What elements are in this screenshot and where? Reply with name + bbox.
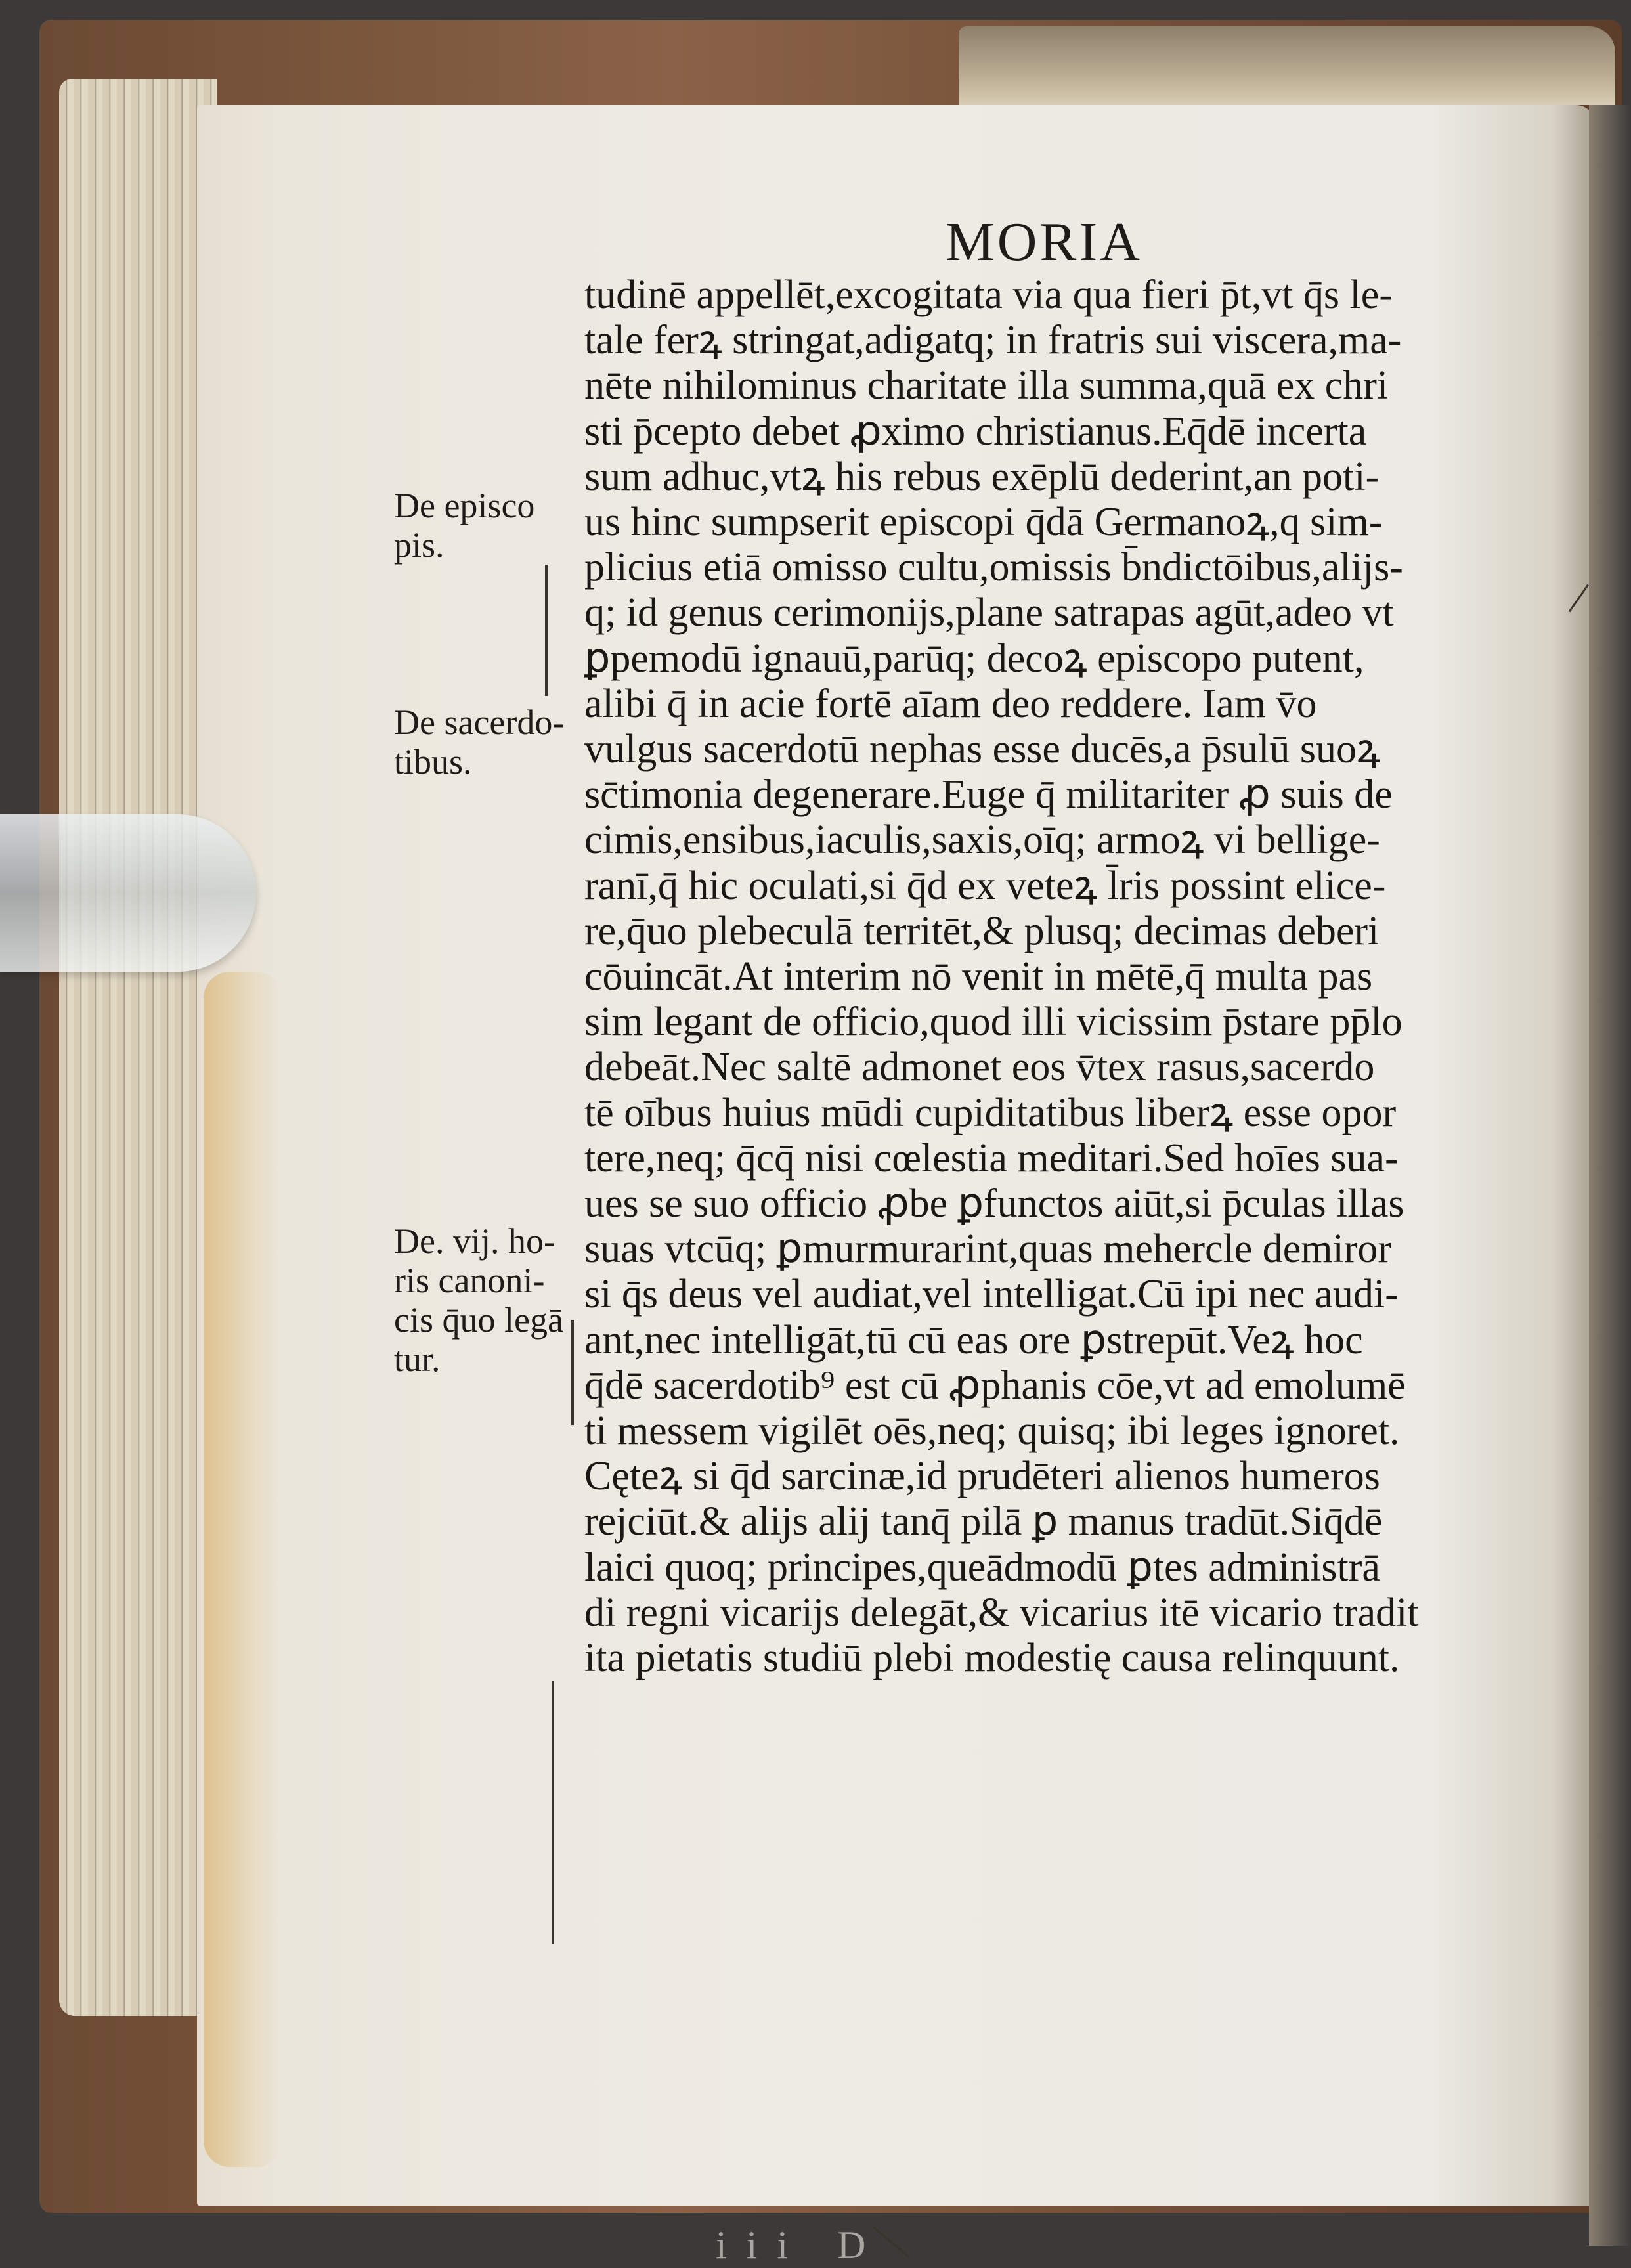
signature-mark: iii D xyxy=(716,2223,886,2267)
text-line: debeāt.Nec saltē admonet eos v̄tex rasus,sacerdo xyxy=(584,1045,1375,1090)
text-line: suas vtcūq; ꝑmurmurarint,quas mehercle demiror xyxy=(584,1227,1392,1272)
page-clip xyxy=(0,814,256,972)
text-line: plicius etiā omisso cultu,omissis b̄ndictōibus,alijs- xyxy=(584,545,1403,590)
margin-note-line: tibus. xyxy=(394,742,472,781)
text-line: ꝑpemodū ignauū,parūq; decoꝝ episcopo putent, xyxy=(584,636,1364,681)
margin-note-line: ris canoni- xyxy=(394,1261,545,1300)
text-line: ita pietatis studiū plebi modestię causa relinquunt. xyxy=(584,1636,1400,1681)
book-spine-top xyxy=(959,26,1615,105)
text-line: sti p̄cepto debet ꝓximo christianus.Eq̄dē incerta xyxy=(584,408,1367,454)
text-line: sum adhuc,vtꝝ his rebus exēplū dederint,an poti- xyxy=(584,454,1380,499)
text-line: tale ferꝝ stringat,adigatq; in fratris sui viscera,ma- xyxy=(584,318,1402,363)
text-line: alibi q̄ in acie fortē aīam deo reddere. Iam v̄o xyxy=(584,681,1317,726)
text-line: sc̄timonia degenerare.Euge q̄ militariter ꝓ suis de xyxy=(584,772,1393,818)
text-line: q; id genus cerimonijs,plane satrapas agūt,adeo vt xyxy=(584,590,1394,636)
gutter-shadow xyxy=(1589,105,1631,2246)
margin-bracket xyxy=(571,1320,574,1425)
text-line: tē oībus huius mūdi cupiditatibus liberꝝ esse opor xyxy=(584,1090,1397,1135)
text-line: re,q̄uo plebeculā territēt,& plusq; decimas deberi xyxy=(584,908,1380,953)
text-line: si q̄s deus vel audiat,vel intelligat.Cū ipi nec audi- xyxy=(584,1272,1399,1317)
text-line: tudinē appellēt,excogitata via qua fieri p̄t,vt q̄s le- xyxy=(584,273,1393,317)
text-line: rejciūt.& alijs alij tanq̄ pilā ꝑ manus tradūt.Siq̄dē xyxy=(584,1499,1383,1544)
page-edges xyxy=(59,79,217,2016)
text-line: ti messem vigilēt oēs,neq; quisq; ibi leges ignoret. xyxy=(584,1408,1400,1454)
text-line: us hinc sumpserit episcopi q̄dā Germanoꝝ,q sim- xyxy=(584,500,1383,545)
text-line: cōuincāt.At interim nō venit in mētē,q̄ multa pas xyxy=(584,954,1373,999)
text-line: cimis,ensibus,iaculis,saxis,oīq; armoꝝ vi bellige- xyxy=(584,818,1380,863)
text-line: q̄dē sacerdotib⁹ est cū ꝓphanis cōe,vt ad emolumē xyxy=(584,1363,1406,1408)
text-line: nēte nihilominus charitate illa summa,quā ex chri xyxy=(584,363,1389,408)
text-line: ranī,q̄ hic oculati,si q̄d ex veteꝝ l̄ris possint elice- xyxy=(584,863,1386,908)
margin-note-de-episcopis xyxy=(394,486,534,565)
margin-note-de-sacerdotibus xyxy=(394,703,564,781)
margin-note-de-vii-horis xyxy=(394,1221,563,1379)
text-line: laici quoq; principes,queādmodū ꝑtes administrā xyxy=(584,1544,1380,1590)
text-line: vulgus sacerdotū nephas esse ducēs,a p̄sulū suoꝝ xyxy=(584,727,1380,772)
body-text-block xyxy=(584,273,1490,1681)
water-stain xyxy=(204,972,282,2167)
margin-note-line: tur. xyxy=(394,1340,441,1379)
margin-note-line: De episco xyxy=(394,486,535,525)
text-line: sim legant de officio,quod illi vicissim p̄stare pp̄lo xyxy=(584,999,1403,1045)
margin-note-line: De. vij. ho- xyxy=(394,1221,555,1261)
margin-note-line: cis q̄uo legā xyxy=(394,1300,563,1340)
running-head: MORIA xyxy=(946,211,1143,273)
text-line: ues se suo officio ꝓbe ꝑfunctos aiūt,si p̄culas illas xyxy=(584,1181,1404,1227)
text-line: Cęteꝝ si q̄d sarcinæ,id prudēteri alienos humeros xyxy=(584,1454,1380,1499)
margin-note-line: De sacerdo- xyxy=(394,703,565,742)
margin-bracket xyxy=(552,1681,554,1944)
margin-note-line: pis. xyxy=(394,525,445,565)
text-line: di regni vicarijs delegāt,& vicarius itē vicario tradit xyxy=(584,1590,1419,1635)
margin-bracket xyxy=(545,565,548,696)
text-line: tere,neq; q̄cq̄ nisi cœlestia meditari.Sed hoīes sua- xyxy=(584,1135,1399,1181)
text-line: ant,nec intelligāt,tū cū eas ore ꝑstrepūt.Veꝝ hoc xyxy=(584,1317,1363,1363)
